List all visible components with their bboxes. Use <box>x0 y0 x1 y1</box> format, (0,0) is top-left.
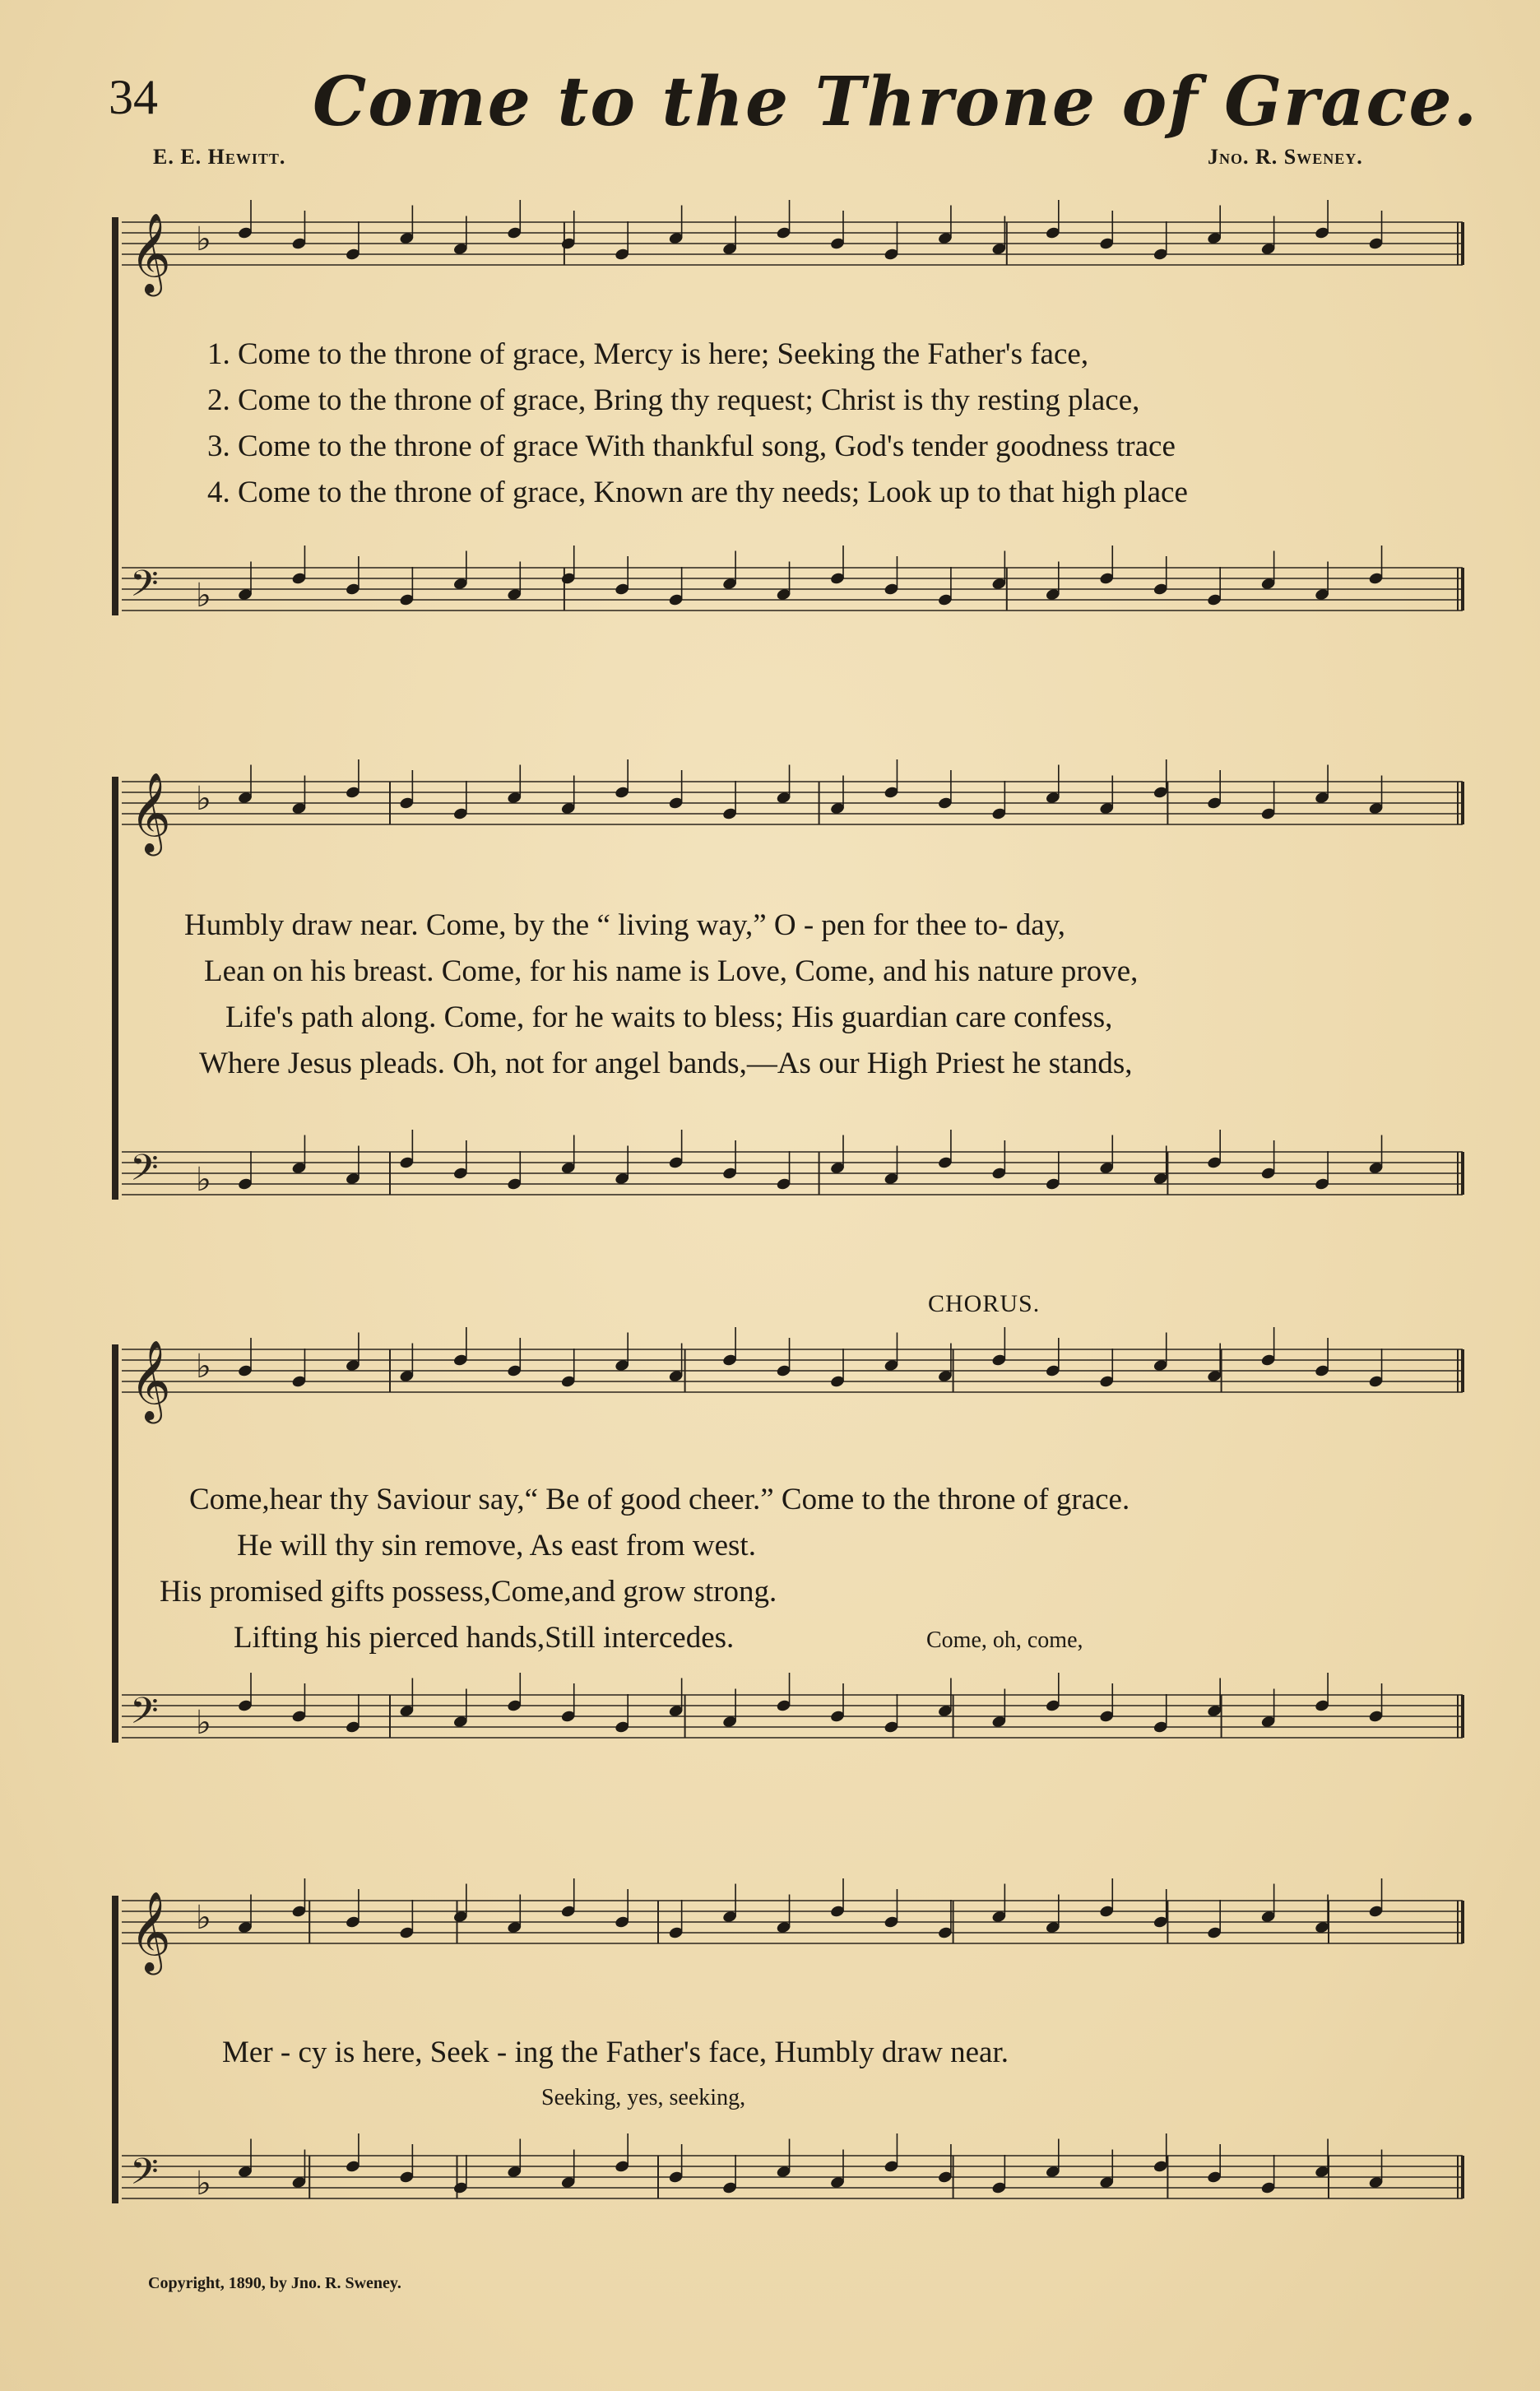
flat-icon: ♭ <box>196 1899 211 1937</box>
chorus-label: CHORUS. <box>928 1290 1041 1317</box>
music-system-2 <box>105 741 1471 1234</box>
bass-clef-icon: 𝄢 <box>130 1146 159 1198</box>
flat-icon: ♭ <box>196 577 211 615</box>
hymn-title: Come to the Throne of Grace. <box>313 63 1479 142</box>
page-number: 34 <box>109 70 158 124</box>
flat-icon: ♭ <box>196 1348 211 1386</box>
flat-icon: ♭ <box>196 780 211 818</box>
music-system-1 <box>105 197 1471 666</box>
treble-clef-icon: 𝄞 <box>130 212 171 293</box>
verse-4-line-3: Lifting his pierced hands,Still intercedes. <box>234 1621 735 1655</box>
alto-hint: Come, oh, come, <box>926 1627 1083 1653</box>
verse-3-line-3: His promised gifts possess,Come,and grow strong. <box>160 1575 777 1609</box>
bass-clef-icon: 𝄢 <box>130 1689 159 1741</box>
bass-clef-icon: 𝄢 <box>130 2150 159 2202</box>
verse-3-line-1: 3. Come to the throne of grace With thankful song, God's tender goodness trace <box>207 429 1176 463</box>
verse-2-line-1: 2. Come to the throne of grace, Bring thy request; Christ is thy resting place, <box>207 383 1140 417</box>
refrain-hint: Seeking, yes, seeking, <box>541 2085 746 2110</box>
verse-1-line-1: 1. Come to the throne of grace, Mercy is here; Seeking the Father's face, <box>207 337 1089 371</box>
music-system-3 <box>105 1316 1471 1794</box>
verse-4-line-2: Where Jesus pleads. Oh, not for angel bands,—As our High Priest he stands, <box>199 1047 1133 1080</box>
flat-icon: ♭ <box>196 221 211 258</box>
music-system-4 <box>105 1868 1471 2254</box>
flat-icon: ♭ <box>196 1704 211 1742</box>
treble-clef-icon: 𝄞 <box>130 1891 171 1971</box>
flat-icon: ♭ <box>196 2165 211 2203</box>
refrain-line: Mer - cy is here, Seek - ing the Father's face, Humbly draw near. <box>222 2036 1009 2069</box>
verse-1-line-3: Come,hear thy Saviour say,“ Be of good cheer.” Come to the throne of grace. <box>189 1483 1130 1516</box>
copyright-notice: Copyright, 1890, by Jno. R. Sweney. <box>148 2274 401 2292</box>
bass-clef-icon: 𝄢 <box>130 562 159 614</box>
verse-2-line-3: He will thy sin remove, As east from west. <box>237 1529 756 1562</box>
treble-clef-icon: 𝄞 <box>130 1339 171 1420</box>
verse-3-line-2: Life's path along. Come, for he waits to bless; His guardian care confess, <box>225 1001 1113 1034</box>
verse-1-line-2: Humbly draw near. Come, by the “ living way,” O - pen for thee to- day, <box>184 908 1065 942</box>
verse-4-line-1: 4. Come to the throne of grace, Known are thy needs; Look up to that high place <box>207 476 1188 509</box>
composer-credit: Jno. R. Sweney. <box>1208 145 1363 169</box>
lyricist-credit: E. E. Hewitt. <box>153 145 286 169</box>
treble-clef-icon: 𝄞 <box>130 772 171 852</box>
verse-2-line-2: Lean on his breast. Come, for his name is Love, Come, and his nature prove, <box>204 954 1139 988</box>
flat-icon: ♭ <box>196 1161 211 1199</box>
